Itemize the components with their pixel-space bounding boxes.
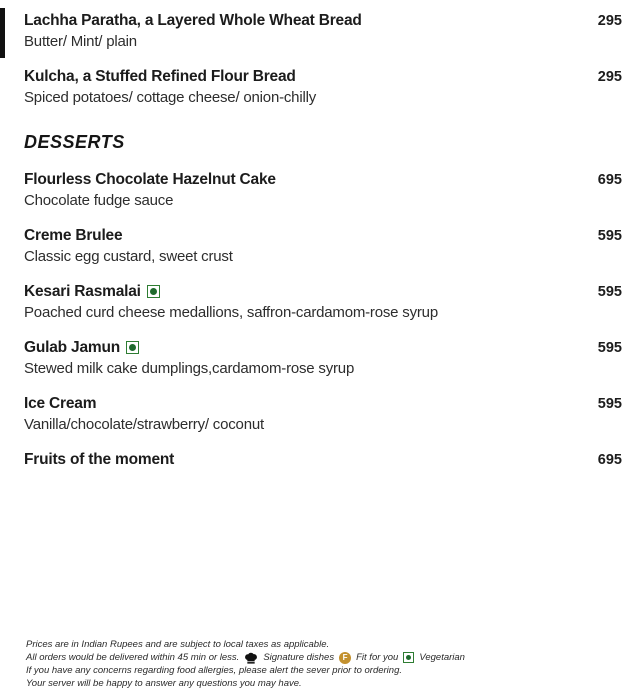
menu-item (24, 393, 622, 436)
item-name (24, 281, 160, 302)
item-name-text: Kesari Rasmalai (24, 283, 141, 300)
item-price: 695 (597, 172, 622, 188)
footer-line-1: Prices are in Indian Rupees and are subject to local taxes as applicable. (26, 639, 330, 650)
item-name: Lachha Paratha, a Layered Whole Wheat Bread (24, 12, 362, 29)
vegetarian-label: Vegetarian (419, 652, 465, 663)
whitespace-spacer (24, 483, 622, 638)
item-price: 595 (597, 284, 622, 300)
fit-for-you-label: Fit for you (356, 652, 399, 663)
vegetarian-icon (126, 341, 139, 354)
footer-line-2 (26, 651, 622, 664)
fit-for-you-icon: F (339, 652, 351, 664)
item-name-text: Gulab Jamun (24, 339, 120, 356)
item-name: Flourless Chocolate Hazelnut Cake (24, 171, 276, 188)
item-name: Ice Cream (24, 395, 97, 412)
vegetarian-icon (403, 652, 414, 663)
item-name (24, 337, 139, 358)
menu-item (24, 337, 622, 380)
item-price: 595 (597, 228, 622, 244)
footer-delivery-text: All orders would be delivered within 45 min or less. (26, 652, 240, 663)
item-description: Chocolate fudge sauce (24, 192, 174, 209)
item-description: Vanilla/chocolate/strawberry/ coconut (24, 416, 264, 433)
item-name: Creme Brulee (24, 227, 123, 244)
page-edge-mark (0, 8, 5, 58)
menu-item (24, 10, 622, 53)
signature-dish-label: Signature dishes (263, 652, 335, 663)
section-title: DESSERTS (24, 132, 125, 152)
menu-item (24, 281, 622, 324)
item-price: 595 (597, 396, 622, 412)
signature-dish-icon (244, 652, 258, 664)
menu-item (24, 449, 622, 470)
menu-item (24, 225, 622, 268)
menu-item (24, 169, 622, 212)
footer-line-3: If you have any concerns regarding food allergies, please alert the sever prior to ordering. (26, 665, 402, 676)
item-name: Kulcha, a Stuffed Refined Flour Bread (24, 68, 296, 85)
vegetarian-icon (147, 285, 160, 298)
footer-fine-print (24, 638, 622, 694)
item-price: 295 (597, 69, 622, 85)
item-description: Classic egg custard, sweet crust (24, 248, 233, 265)
menu-item (24, 66, 622, 109)
item-price: 295 (597, 13, 622, 29)
item-name: Fruits of the moment (24, 451, 175, 468)
item-price: 695 (597, 452, 622, 468)
item-description: Stewed milk cake dumplings,cardamom-rose syrup (24, 360, 355, 377)
item-price: 595 (597, 340, 622, 356)
footer-line-4: Your server will be happy to answer any questions you may have. (26, 678, 302, 689)
item-description: Spiced potatoes/ cottage cheese/ onion-chilly (24, 89, 317, 106)
item-description: Butter/ Mint/ plain (24, 33, 137, 50)
item-description: Poached curd cheese medallions, saffron-cardamom-rose syrup (24, 304, 438, 321)
